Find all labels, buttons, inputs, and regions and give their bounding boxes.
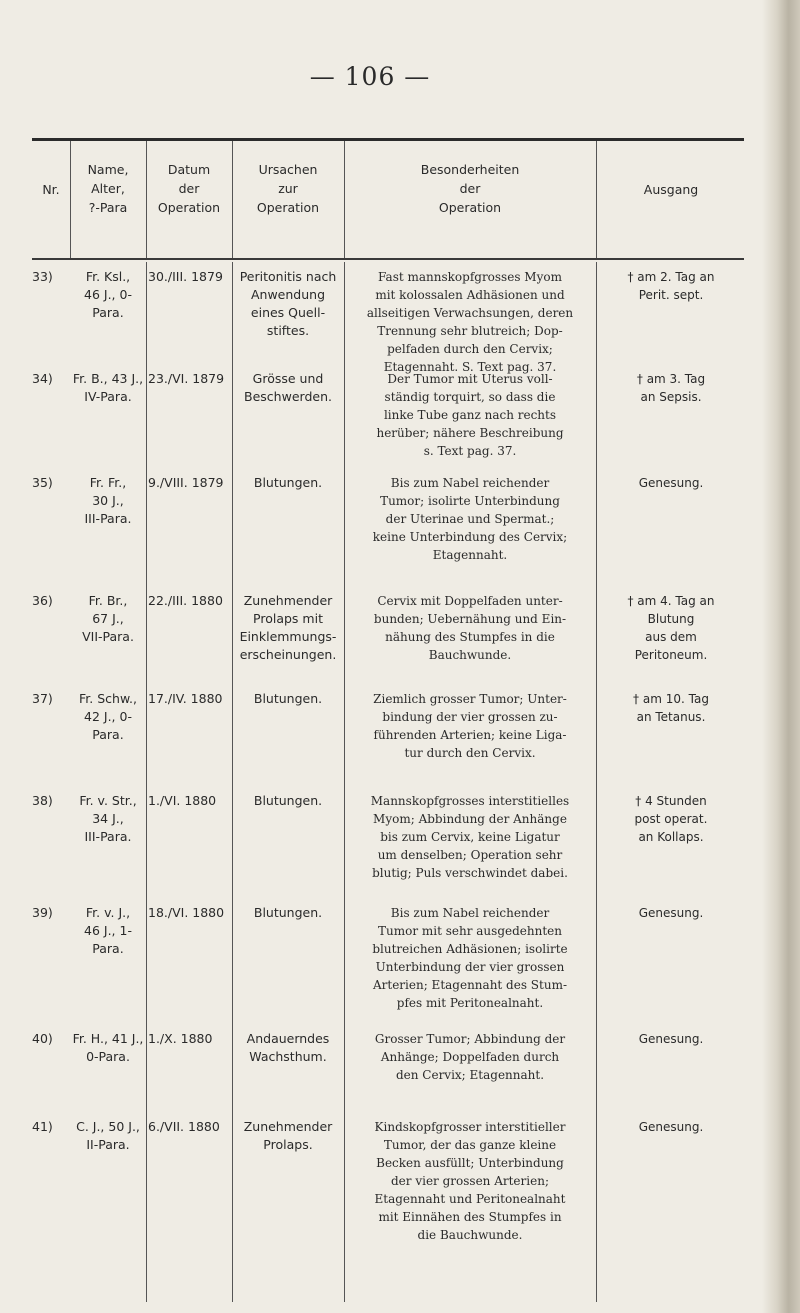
header-datum: Datum der Operation	[157, 162, 221, 215]
column-divider	[596, 141, 597, 258]
row-datum: 30./III. 1879	[148, 269, 223, 284]
row-besonderheiten: Kindskopfgrosser interstitieller Tumor, der das ganze kleine Becken ausfüllt; Unterbindung der vier grossen Arterien; Etagennaht und Peritonealnaht mit Einnähen des Stumpfes in die Bauchwunde.	[374, 1120, 566, 1242]
row-ursachen: Blutungen.	[253, 905, 323, 920]
row-ausgang: † am 3. Tag an Sepsis.	[636, 372, 706, 404]
row-besonderheiten: Bis zum Nabel reichender Tumor mit sehr ausgedehnten blutreichen Adhäsionen; isolirte Unterbindung der vier grossen Arterien; Etagennaht des Stum- pfes mit Peritonealnaht.	[372, 906, 568, 1010]
header-nr: Nr.	[42, 182, 60, 197]
column-divider	[146, 262, 147, 1302]
row-nr: 41)	[32, 1119, 53, 1134]
row-ursachen: Zunehmender Prolaps.	[243, 1119, 333, 1152]
row-besonderheiten: Cervix mit Doppelfaden unter- bunden; Uebernähung und Ein- nähung des Stumpfes in die Bauchwunde.	[373, 594, 567, 662]
row-besonderheiten: Grosser Tumor; Abbindung der Anhänge; Doppelfaden durch den Cervix; Etagennaht.	[374, 1032, 566, 1082]
row-ausgang: Genesung.	[638, 1120, 704, 1134]
row-ursachen: Andauerndes Wachsthum.	[246, 1031, 330, 1064]
row-besonderheiten: Mannskopfgrosses interstitielles Myom; Abbindung der Anhänge bis zum Cervix, keine Ligatur um denselben; Operation sehr blutig; Puls verschwindet dabei.	[370, 794, 570, 880]
row-name: Fr. Br., 67 J., VII-Para.	[82, 593, 134, 644]
row-name: Fr. Fr., 30 J., III-Para.	[84, 475, 132, 526]
row-name: Fr. v. Str., 34 J., III-Para.	[79, 793, 137, 844]
row-name: Fr. Ksl., 46 J., 0-Para.	[84, 269, 132, 320]
page-number: — 106 —	[309, 62, 431, 91]
row-ursachen: Blutungen.	[253, 793, 323, 808]
row-name: Fr. H., 41 J., 0-Para.	[72, 1031, 144, 1064]
header-besonderheiten: Besonderheiten der Operation	[420, 162, 520, 215]
row-ursachen: Zunehmender Prolaps mit Einklemmungs- erscheinungen.	[239, 593, 337, 662]
row-name: Fr. B., 43 J., IV-Para.	[72, 371, 144, 404]
header-name: Name, Alter, ?-Para	[87, 162, 129, 215]
row-ausgang: † am 10. Tag an Tetanus.	[633, 692, 709, 724]
row-ursachen: Grösse und Beschwerden.	[244, 371, 332, 404]
row-datum: 17./IV. 1880	[148, 691, 223, 706]
row-ausgang: † am 2. Tag an Perit. sept.	[627, 270, 715, 302]
row-besonderheiten: Ziemlich grosser Tumor; Unter- bindung der vier grossen zu- führenden Arterien; keine Liga- tur durch den Cervix.	[373, 692, 567, 760]
row-nr: 33)	[32, 269, 53, 284]
row-nr: 39)	[32, 905, 53, 920]
row-ausgang: Genesung.	[638, 1032, 704, 1046]
row-ausgang: Genesung.	[638, 906, 704, 920]
row-datum: 9./VIII. 1879	[148, 475, 224, 490]
row-nr: 37)	[32, 691, 53, 706]
row-nr: 38)	[32, 793, 53, 808]
row-ausgang: Genesung.	[638, 476, 704, 490]
row-nr: 40)	[32, 1031, 53, 1046]
row-datum: 1./VI. 1880	[148, 793, 217, 808]
row-besonderheiten: Bis zum Nabel reichender Tumor; isolirte Unterbindung der Uterinae und Spermat.; keine Unterbindung des Cervix; Etagennaht.	[372, 476, 568, 562]
row-nr: 35)	[32, 475, 53, 490]
row-datum: 6./VII. 1880	[148, 1119, 220, 1134]
row-datum: 22./III. 1880	[148, 593, 223, 608]
row-ursachen: Peritonitis nach Anwendung eines Quell- stiftes.	[239, 269, 337, 338]
row-name: C. J., 50 J., II-Para.	[76, 1119, 140, 1152]
row-ausgang: † am 4. Tag an Blutung aus dem Peritoneum.	[627, 594, 715, 662]
table-top-rule	[32, 138, 744, 141]
row-ursachen: Blutungen.	[253, 475, 323, 490]
row-name: Fr. Schw., 42 J., 0-Para.	[79, 691, 137, 742]
row-ursachen: Blutungen.	[253, 691, 323, 706]
row-nr: 34)	[32, 371, 53, 386]
header-ausgang: Ausgang	[643, 182, 699, 197]
row-besonderheiten: Fast mannskopfgrosses Myom mit kolossalen Adhäsionen und allseitigen Verwachsungen, deren Trennung sehr blutreich; Dop- pelfaden durch den Cervix; Etagennaht. S. Text pag. 37.	[366, 270, 574, 374]
table-header-rule	[32, 258, 744, 260]
row-datum: 18./VI. 1880	[148, 905, 225, 920]
row-nr: 36)	[32, 593, 53, 608]
scan-page-edge	[762, 0, 800, 1313]
row-besonderheiten: Der Tumor mit Uterus voll- ständig torquirt, so dass die linke Tube ganz nach rechts herüber; nähere Beschreibung s. Text pag. 37.	[376, 372, 564, 458]
row-ausgang: † 4 Stunden post operat. an Kollaps.	[634, 794, 708, 844]
row-name: Fr. v. J., 46 J., 1-Para.	[84, 905, 132, 956]
column-divider	[596, 262, 597, 1302]
row-datum: 23./VI. 1879	[148, 371, 225, 386]
header-ursachen: Ursachen zur Operation	[256, 162, 320, 215]
row-datum: 1./X. 1880	[148, 1031, 213, 1046]
